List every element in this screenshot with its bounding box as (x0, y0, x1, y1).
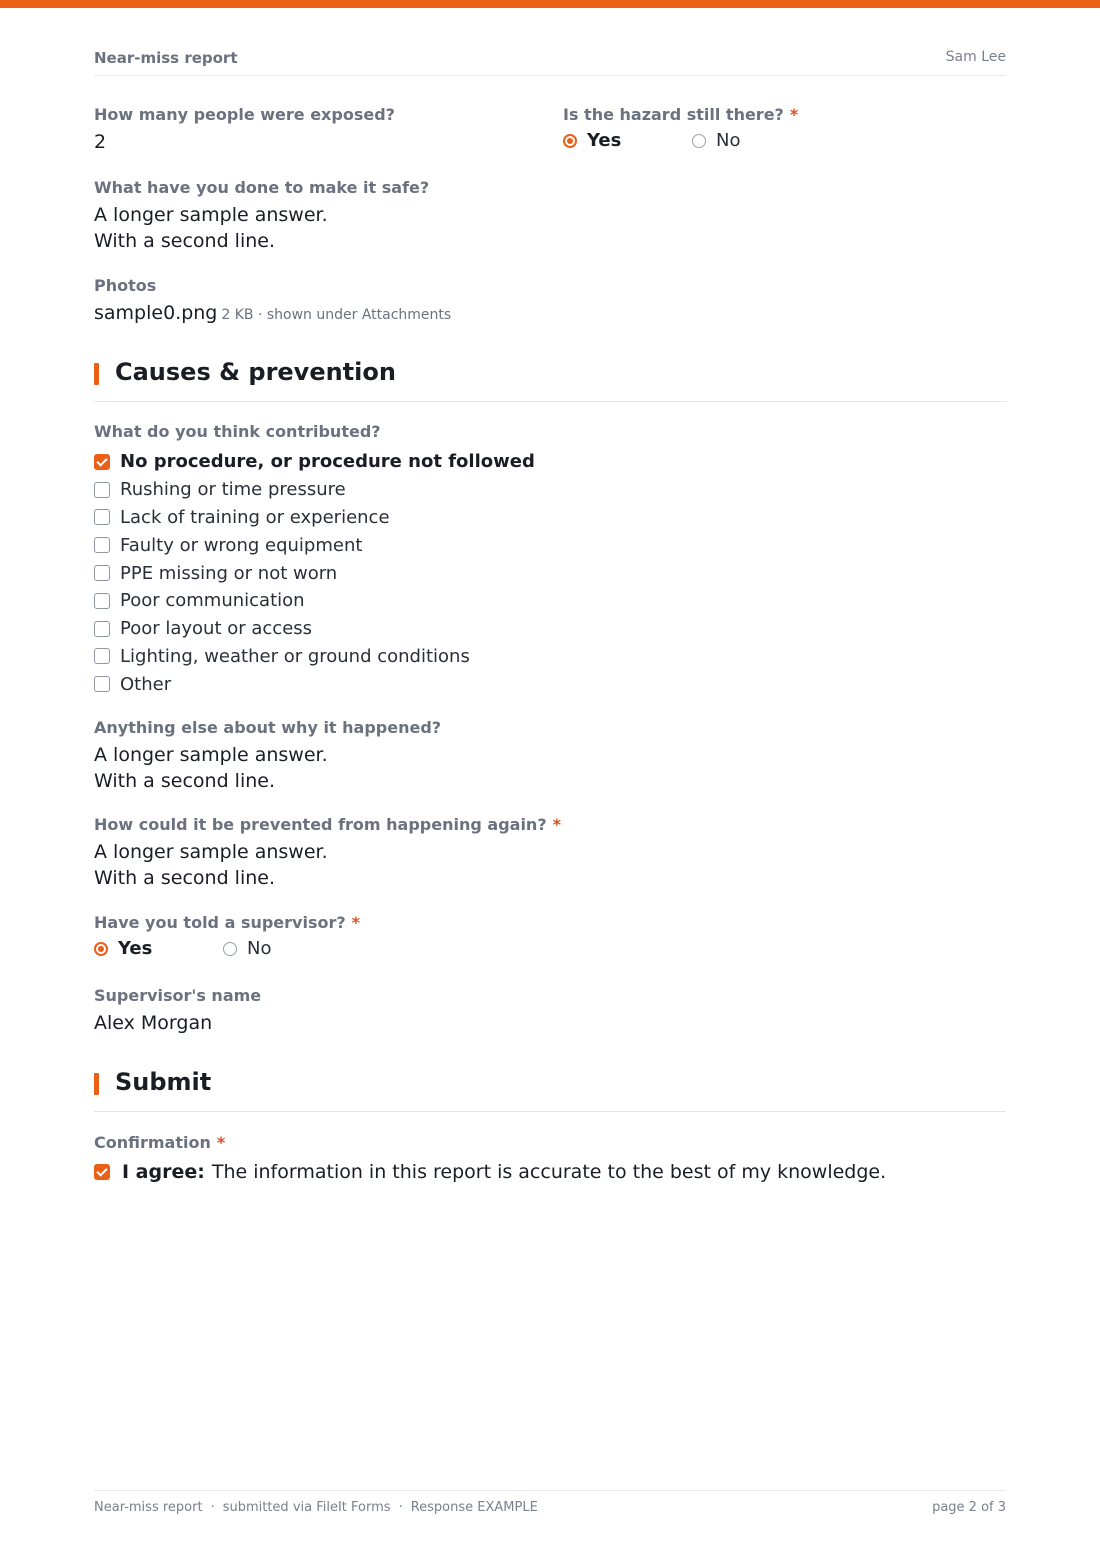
section-causes-prevention (94, 360, 1006, 402)
question-label: Anything else about why it happened? (94, 718, 442, 737)
question-photos (94, 276, 451, 328)
question-confirmation (94, 1133, 886, 1183)
footer-source: submitted via FileIt Forms (222, 1500, 391, 1515)
radio-group (563, 130, 1003, 156)
checkbox-checked-icon (94, 454, 110, 470)
section-accent-bar (94, 363, 99, 385)
radio-option-no[interactable] (692, 130, 740, 151)
question-label: Photos (94, 276, 157, 295)
radio-option-yes[interactable] (94, 938, 152, 959)
radio-option-no[interactable] (223, 938, 271, 959)
checkbox-option[interactable] (94, 670, 535, 698)
checkbox-label: Poor communication (120, 590, 305, 612)
radio-label: No (716, 130, 741, 151)
checkbox-option[interactable] (94, 504, 535, 532)
attachment-meta: 2 KB · shown under Attachments (221, 307, 452, 323)
question-label: What do you think contributed? (94, 422, 381, 441)
footer-form-name: Near-miss report (94, 1500, 203, 1515)
answer-line: With a second line. (94, 770, 275, 792)
checkbox-option[interactable] (94, 531, 535, 559)
question-why-happened (94, 718, 441, 794)
checkbox-empty-icon (94, 565, 110, 581)
radio-selected-icon (94, 942, 108, 956)
radio-option-yes[interactable] (563, 130, 621, 151)
question-label: Have you told a supervisor? * (94, 913, 361, 932)
answer-value: 2 (94, 131, 107, 153)
checkbox-empty-icon (94, 509, 110, 525)
question-contributed (94, 422, 535, 698)
section-title: Causes & prevention (115, 358, 396, 386)
radio-group (94, 938, 534, 964)
checkbox-option[interactable] (94, 448, 535, 476)
answer-line: With a second line. (94, 230, 275, 252)
checkbox-label: Lighting, weather or ground conditions (120, 645, 470, 667)
required-asterisk: * (789, 105, 799, 124)
question-label: Supervisor's name (94, 986, 262, 1005)
checkbox-empty-icon (94, 676, 110, 692)
answer-value: Alex Morgan (94, 1012, 213, 1034)
question-prevent-again (94, 815, 561, 891)
report-title: Near-miss report (94, 49, 238, 67)
footer-separator: · (398, 1500, 403, 1515)
radio-unselected-icon (223, 942, 237, 956)
attachment-file-name[interactable]: sample0.png (94, 302, 218, 324)
section-submit (94, 1070, 1006, 1112)
checkbox-label: No procedure, or procedure not followed (120, 451, 535, 473)
question-told-supervisor (94, 913, 534, 964)
checkbox-empty-icon (94, 593, 110, 609)
checkbox-label: Poor layout or access (120, 618, 313, 640)
respondent-name: Sam Lee (945, 49, 1006, 65)
answer-value (94, 839, 561, 891)
radio-label: Yes (118, 938, 153, 959)
checkbox-label: Rushing or time pressure (120, 479, 346, 501)
required-asterisk: * (351, 913, 361, 932)
footer-response-id: Response EXAMPLE (410, 1500, 538, 1515)
section-title: Submit (115, 1068, 212, 1096)
answer-line: A longer sample answer. (94, 841, 328, 863)
checkbox-option[interactable] (94, 643, 535, 671)
required-asterisk: * (552, 815, 561, 834)
checkbox-group (94, 448, 535, 698)
footer-separator: · (210, 1500, 215, 1515)
radio-unselected-icon (692, 134, 706, 148)
checkbox-label: Other (120, 673, 172, 695)
checkbox-option[interactable] (94, 615, 535, 643)
question-label: How could it be prevented from happening again? * (94, 815, 561, 834)
answer-line: A longer sample answer. (94, 204, 328, 226)
question-label: What have you done to make it safe? (94, 178, 430, 197)
agree-checkbox[interactable] (94, 1161, 886, 1183)
checkbox-empty-icon (94, 537, 110, 553)
page-number: page 2 of 3 (932, 1500, 1006, 1515)
accent-top-bar (0, 0, 1100, 8)
checkbox-label: Lack of training or experience (120, 506, 390, 528)
section-accent-bar (94, 1073, 99, 1095)
radio-label: Yes (587, 130, 622, 151)
answer-value (94, 742, 441, 794)
checkbox-checked-icon (94, 1164, 110, 1180)
question-label: How many people were exposed? (94, 105, 395, 124)
checkbox-option[interactable] (94, 476, 535, 504)
answer-line: With a second line. (94, 867, 275, 889)
question-label: Is the hazard still there? * (563, 105, 799, 124)
checkbox-empty-icon (94, 648, 110, 664)
checkbox-label: Faulty or wrong equipment (120, 534, 363, 556)
checkbox-empty-icon (94, 482, 110, 498)
checkbox-option[interactable] (94, 587, 535, 615)
radio-label: No (247, 938, 272, 959)
footer-info (94, 1500, 538, 1515)
attachment-row (94, 300, 451, 328)
answer-value (94, 202, 429, 254)
page-header (94, 47, 1006, 76)
answer-line: A longer sample answer. (94, 744, 328, 766)
checkbox-empty-icon (94, 621, 110, 637)
question-people-exposed (94, 105, 395, 155)
question-made-safe (94, 178, 429, 254)
checkbox-label: PPE missing or not worn (120, 562, 338, 584)
agree-text: The information in this report is accurate to the best of my knowledge. (211, 1161, 887, 1183)
page-footer (94, 1490, 1006, 1521)
question-label: Confirmation * (94, 1133, 226, 1152)
required-asterisk: * (216, 1133, 226, 1152)
radio-selected-icon (563, 134, 577, 148)
question-hazard-still-there (563, 105, 1003, 156)
question-supervisor-name (94, 986, 261, 1036)
checkbox-option[interactable] (94, 559, 535, 587)
agree-label: I agree: (122, 1161, 205, 1183)
